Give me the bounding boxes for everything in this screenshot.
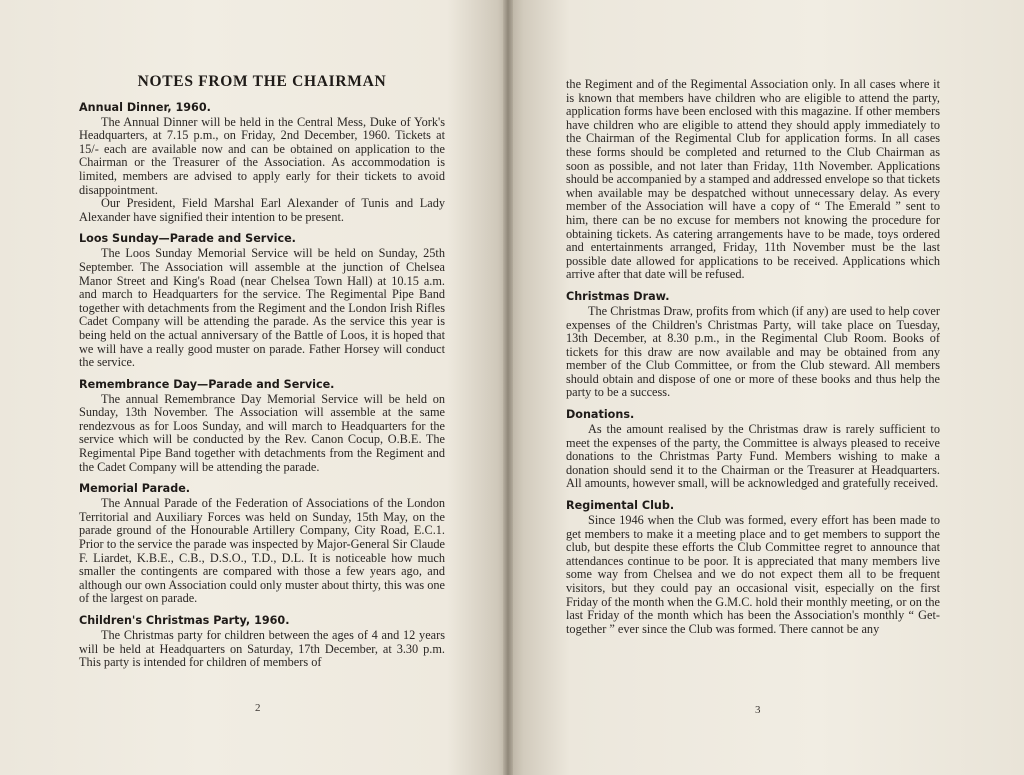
left-column — [79, 75, 445, 670]
paragraph: The Annual Parade of the Federation of Associations of the London Territorial and Auxiliary Forces was held on Sunday, 15th May, on the parade ground of the Honourable Artillery Company, City Road, E.C.1. Prior to the service the parade was inspected by Major-General Sir Claude F. Liardet, K.B.E., C.B., D.S.O., T.D., D.L. It is noticeable how much smaller the contingents are compared with those a few years ago, and although our own Association could only muster about thirty, this was one of the largest on parade. — [79, 496, 445, 606]
paragraph: As the amount realised by the Christmas draw is rarely sufficient to meet the expenses of the party, the Committee is always pleased to receive donations to the Christmas Party Fund. Members wishing to make a donation should send it to the Chairman or the Treasurer at Headquarters. All amounts, however small, will be acknowledged and gratefully received. — [566, 422, 940, 491]
heading-donations: Donations. — [566, 408, 635, 422]
page-title: NOTES FROM THE CHAIRMAN — [137, 73, 387, 90]
paragraph: Our President, Field Marshal Earl Alexander of Tunis and Lady Alexander have signified their intention to be present. — [79, 196, 445, 224]
paragraph: The annual Remembrance Day Memorial Service will be held on Sunday, 13th November. The Association will assemble at the same rendezvous as for Loos Sunday, and will march to Headquarters for the service which will be conducted by the Rev. Canon Cocup, O.B.E. The Regimental Pipe Band together with detachments from the Regiment and the Cadet Company will be attending the parade. — [79, 391, 445, 474]
paragraph: The Christmas Draw, profits from which (if any) are used to help cover expenses of the Children's Christmas Party, will take place on Tuesday, 13th December, at 8.30 p.m., in the Regimental Club Room. Books of tickets for this draw are now available and may be obtained from any member of the Club Committee, or from the Club steward. All members should obtain and dispose of one or more of these books and thus help the party to be a success. — [566, 303, 940, 400]
heading-annual-dinner: Annual Dinner, 1960. — [79, 100, 211, 114]
right-page — [508, 0, 1024, 775]
heading-remembrance-day: Remembrance Day—Parade and Service. — [79, 377, 335, 391]
left-page — [0, 0, 508, 775]
book-gutter — [503, 0, 513, 775]
heading-regimental-club: Regimental Club. — [566, 499, 675, 513]
paragraph: The Annual Dinner will be held in the Central Mess, Duke of York's Headquarters, at 7.15 p.m., on Friday, 2nd December, 1960. Tickets at 15/- each are available now and can be obtained on application to the Chairman or the Treasurer of the Association. As accommodation is limited, members are advised to apply early for their tickets to avoid disappointment. — [79, 114, 445, 197]
heading-christmas-draw: Christmas Draw. — [566, 289, 670, 303]
heading-loos-sunday: Loos Sunday—Parade and Service. — [79, 232, 296, 246]
page-number: 3 — [755, 704, 761, 716]
continuation-paragraph: the Regiment and of the Regimental Association only. In all cases where it is known that members have children who are eligible to attend the party, application forms have been enclosed with this magazine. If other members have children who are eligible to attend they should apply immediately to the Chairman of the Regimental Club for application forms. In all cases these forms should be completed and returned to the Club Chairman as soon as possible, and not later than Friday, 11th November. Applications should be accompanied by a stamped and addressed envelope so that tickets when available may be despatched without unnecessary delay. As every member of the Association will have a copy of “ The Emerald ” sent to him, there can be no excuse for members not knowing the procedure for obtaining tickets. As catering arrangements have to be made, toys ordered and entertainments arranged, Friday, 11th November must be the last possible date allowed for applications to be received. Applications which arrive after that date will be refused. — [566, 77, 940, 282]
heading-childrens-christmas-party: Children's Christmas Party, 1960. — [79, 614, 290, 627]
paragraph: The Christmas party for children between the ages of 4 and 12 years will be held at Headquarters on Saturday, 17th December, at 3.30 p.m. This party is intended for children of members of — [79, 628, 445, 670]
paragraph: Since 1946 when the Club was formed, every effort has been made to get members to make it a meeting place and to get members to support the club, but despite these efforts the Club Committee regret to announce that attendances continue to be poor. It is appreciated that many members live some way from Chelsea and we do not expect them all to be frequent visitors, but they could pay an occasional visit, especially on the first Friday of the month when the G.M.C. hold their monthly meeting, or on the last Friday of the month which has been the Association's monthly “ Get-together ” ever since the Club was formed. There cannot be any — [566, 513, 940, 636]
right-column — [566, 78, 940, 636]
page-number: 2 — [255, 702, 261, 714]
paragraph: The Loos Sunday Memorial Service will be held on Sunday, 25th September. The Association will assemble at the junction of Chelsea Manor Street and King's Road (near Chelsea Town Hall) at 10.15 a.m. and march to Headquarters for the service. The Regimental Pipe Band together with detachments from the Regiment and the London Irish Rifles Cadet Company will be attending the parade. As the service this year is being held on the actual anniversary of the Battle of Loos, it is hoped that we will have a really good muster on parade. Father Horsey will conduct the service. — [79, 246, 445, 370]
heading-memorial-parade: Memorial Parade. — [79, 482, 191, 496]
